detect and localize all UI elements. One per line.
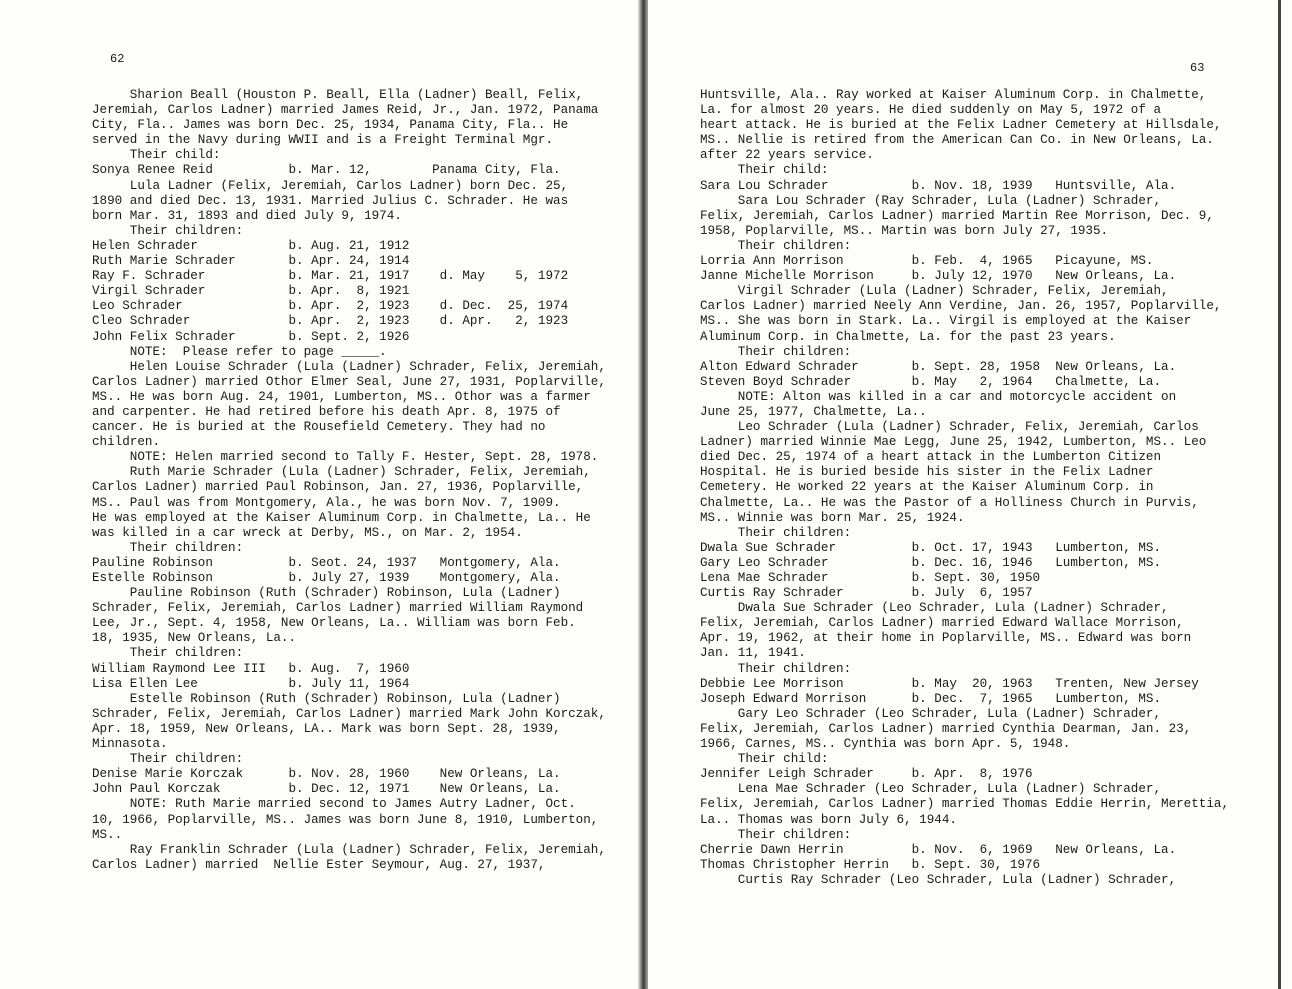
text-line: Gary Leo Schrader b. Dec. 16, 1946 Lumberton, MS. xyxy=(700,555,1162,570)
text-line: Lee, Jr., Sept. 4, 1958, New Orleans, La.. William was born Feb. xyxy=(92,616,576,631)
text-line: Denise Marie Korczak b. Nov. 28, 1960 New Orleans, La. xyxy=(92,767,561,782)
text-line: died Dec. 25, 1974 of a heart attack in the Lumberton Citizen xyxy=(700,450,1162,465)
text-line: Sara Lou Schrader b. Nov. 18, 1939 Huntsville, Ala. xyxy=(700,178,1177,193)
text-line: Jeremiah, Carlos Ladner) married James Reid, Jr., Jan. 1972, Panama xyxy=(92,103,599,118)
text-line: Janne Michelle Morrison b. July 12, 1970 New Orleans, La. xyxy=(700,269,1177,284)
text-line: Ladner) married Winnie Mae Legg, June 25, 1942, Lumberton, MS.. Leo xyxy=(700,435,1207,450)
text-line: Pauline Robinson b. Seot. 24, 1937 Montgomery, Ala. xyxy=(92,555,561,570)
text-line: Jennifer Leigh Schrader b. Apr. 8, 1976 xyxy=(700,767,1033,782)
text-line: MS.. He was born Aug. 24, 1901, Lumberton, MS.. Othor was a farmer xyxy=(92,389,591,404)
text-line: Cemetery. He worked 22 years at the Kaiser Aluminum Corp. in xyxy=(700,480,1154,495)
text-line: Cherrie Dawn Herrin b. Nov. 6, 1969 New Orleans, La. xyxy=(700,842,1177,857)
right-page xyxy=(648,0,1292,989)
text-line: NOTE: Helen married second to Tally F. Hester, Sept. 28, 1978. xyxy=(92,450,599,465)
left-page xyxy=(0,0,640,989)
text-line: John Felix Schrader b. Sept. 2, 1926 xyxy=(92,329,410,344)
text-line: Ruth Marie Schrader b. Apr. 24, 1914 xyxy=(92,254,410,269)
text-line: born Mar. 31, 1893 and died July 9, 1974. xyxy=(92,208,402,223)
text-line: Lorria Ann Morrison b. Feb. 4, 1965 Picayune, MS. xyxy=(700,254,1154,269)
text-line: Lula Ladner (Felix, Jeremiah, Carlos Ladner) born Dec. 25, xyxy=(92,178,569,193)
text-line: Ruth Marie Schrader (Lula (Ladner) Schrader, Felix, Jeremiah, xyxy=(92,465,591,480)
text-line: Felix, Jeremiah, Carlos Ladner) married Edward Wallace Morrison, xyxy=(700,616,1184,631)
text-line: Their children: xyxy=(700,238,852,253)
text-line: La.. Thomas was born July 6, 1944. xyxy=(700,812,957,827)
text-line: June 25, 1977, Chalmette, La.. xyxy=(700,404,927,419)
text-line: MS.. xyxy=(92,827,123,842)
text-line: Their child: xyxy=(92,148,221,163)
page-edge xyxy=(1278,0,1281,989)
text-line: Felix, Jeremiah, Carlos Ladner) married Martin Ree Morrison, Dec. 9, xyxy=(700,208,1214,223)
text-line: cancer. He is buried at the Rousefield Cemetery. They had no xyxy=(92,420,546,435)
text-line: 18, 1935, New Orleans, La.. xyxy=(92,631,297,646)
text-line: Lena Mae Schrader b. Sept. 30, 1950 xyxy=(700,571,1041,585)
text-line: Minnasota. xyxy=(92,737,168,752)
text-line: Schrader, Felix, Jeremiah, Carlos Ladner) married Mark John Korczak, xyxy=(92,706,606,721)
text-line: Dwala Sue Schrader b. Oct. 17, 1943 Lumberton, MS. xyxy=(700,540,1162,555)
text-line: Estelle Robinson b. July 27, 1939 Montgomery, Ala. xyxy=(92,571,561,585)
text-line: NOTE: Ruth Marie married second to James Autry Ladner, Oct. xyxy=(92,797,576,812)
text-line: Schrader, Felix, Jeremiah, Carlos Ladner) married William Raymond xyxy=(92,601,584,616)
text-line: served in the Navy during WWII and is a Freight Terminal Mgr. xyxy=(92,133,554,148)
text-line: He was employed at the Kaiser Aluminum Corp. in Chalmette, La.. He xyxy=(92,510,591,525)
text-line: Helen Louise Schrader (Lula (Ladner) Schrader, Felix, Jeremiah, xyxy=(92,359,606,374)
text-line: Debbie Lee Morrison b. May 20, 1963 Trenten, New Jersey xyxy=(700,676,1199,691)
text-line: 1958, Poplarville, MS.. Martin was born July 27, 1935. xyxy=(700,223,1109,238)
text-line: Helen Schrader b. Aug. 21, 1912 xyxy=(92,238,410,253)
text-line: Carlos Ladner) married Nellie Ester Seymour, Aug. 27, 1937, xyxy=(92,857,546,872)
text-line: Felix, Jeremiah, Carlos Ladner) married Thomas Eddie Herrin, Merettia, xyxy=(700,797,1230,812)
text-line: Sara Lou Schrader (Ray Schrader, Lula (Ladner) Schrader, xyxy=(700,193,1162,208)
text-line: City, Fla.. James was born Dec. 25, 1934, Panama City, Fla.. He xyxy=(92,118,569,133)
right-page-text xyxy=(700,88,1229,888)
text-line: MS.. She was born in Stark. La.. Virgil is employed at the Kaiser xyxy=(700,314,1192,329)
text-line: Apr. 19, 1962, at their home in Poplarville, MS.. Edward was born xyxy=(700,631,1192,646)
text-line: Aluminum Corp. in Chalmette, La. for the past 23 years. xyxy=(700,329,1116,344)
text-line: Dwala Sue Schrader (Leo Schrader, Lula (Ladner) Schrader, xyxy=(700,601,1169,616)
text-line: Carlos Ladner) married Neely Ann Verdine, Jan. 26, 1957, Poplarville, xyxy=(700,299,1222,314)
text-line: MS.. Paul was from Montgomery, Ala., he was born Nov. 7, 1909. xyxy=(92,495,561,510)
text-line: Virgil Schrader (Lula (Ladner) Schrader, Felix, Jeremiah, xyxy=(700,284,1169,299)
text-line: Leo Schrader (Lula (Ladner) Schrader, Felix, Jeremiah, Carlos xyxy=(700,420,1199,435)
text-line: Estelle Robinson (Ruth (Schrader) Robinson, Lula (Ladner) xyxy=(92,691,561,706)
page-number: 63 xyxy=(1190,61,1205,75)
text-line: Ray Franklin Schrader (Lula (Ladner) Schrader, Felix, Jeremiah, xyxy=(92,842,606,857)
text-line: Their child: xyxy=(700,752,829,767)
text-line: Apr. 18, 1959, New Orleans, LA.. Mark was born Sept. 28, 1939, xyxy=(92,721,561,736)
text-line: Their child: xyxy=(700,163,829,178)
text-line: Lena Mae Schrader (Leo Schrader, Lula (Ladner) Schrader, xyxy=(700,782,1162,797)
text-line: was killed in a car wreck at Derby, MS., on Mar. 2, 1954. xyxy=(92,525,523,540)
text-line: NOTE: Alton was killed in a car and motorcycle accident on xyxy=(700,389,1177,404)
text-line: Ray F. Schrader b. Mar. 21, 1917 d. May 5, 1972 xyxy=(92,269,569,284)
text-line: Jan. 11, 1941. xyxy=(700,646,806,661)
text-line: 10, 1966, Poplarville, MS.. James was born June 8, 1910, Lumberton, xyxy=(92,812,599,827)
text-line: Their children: xyxy=(92,540,244,555)
text-line: Their children: xyxy=(700,525,852,540)
left-page-text xyxy=(92,88,606,873)
text-line: Huntsville, Ala.. Ray worked at Kaiser Aluminum Corp. in Chalmette, xyxy=(700,88,1207,102)
text-line: 1966, Carnes, MS.. Cynthia was born Apr. 5, 1948. xyxy=(700,737,1071,752)
text-line: Their children: xyxy=(92,752,244,767)
text-line: John Paul Korczak b. Dec. 12, 1971 New Orleans, La. xyxy=(92,782,561,797)
text-line: Carlos Ladner) married Othor Elmer Seal, June 27, 1931, Poplarville, xyxy=(92,374,606,389)
text-line: Chalmette, La.. He was the Pastor of a Holliness Church in Purvis, xyxy=(700,495,1199,510)
text-line: Joseph Edward Morrison b. Dec. 7, 1965 Lumberton, MS. xyxy=(700,691,1162,706)
text-line: NOTE: Please refer to page _____. xyxy=(92,344,387,359)
text-line: Their children: xyxy=(700,827,852,842)
text-line: heart attack. He is buried at the Felix Ladner Cemetery at Hillsdale, xyxy=(700,118,1222,133)
text-line: Felix, Jeremiah, Carlos Ladner) married Cynthia Dearman, Jan. 23, xyxy=(700,721,1192,736)
text-line: Virgil Schrader b. Apr. 8, 1921 xyxy=(92,284,410,299)
text-line: 1890 and died Dec. 13, 1931. Married Julius C. Schrader. He was xyxy=(92,193,569,208)
text-line: Their children: xyxy=(700,661,852,676)
text-line: Cleo Schrader b. Apr. 2, 1923 d. Apr. 2, 1923 xyxy=(92,314,569,329)
text-line: La. for almost 20 years. He died suddenly on May 5, 1972 of a xyxy=(700,103,1162,118)
text-line: Thomas Christopher Herrin b. Sept. 30, 1976 xyxy=(700,857,1041,872)
text-line: Their children: xyxy=(700,344,852,359)
text-line: Steven Boyd Schrader b. May 2, 1964 Chalmette, La. xyxy=(700,374,1162,389)
text-line: Sharion Beall (Houston P. Beall, Ella (Ladner) Beall, Felix, xyxy=(92,88,584,102)
text-line: Pauline Robinson (Ruth (Schrader) Robinson, Lula (Ladner) xyxy=(92,586,561,601)
text-line: Lisa Ellen Lee b. July 11, 1964 xyxy=(92,676,410,691)
page-number: 62 xyxy=(110,52,125,66)
text-line: after 22 years service. xyxy=(700,148,874,163)
text-line: MS.. Nellie is retired from the American Can Co. in New Orleans, La. xyxy=(700,133,1214,148)
text-line: Alton Edward Schrader b. Sept. 28, 1958 New Orleans, La. xyxy=(700,359,1177,374)
text-line: children. xyxy=(92,435,161,450)
text-line: William Raymond Lee III b. Aug. 7, 1960 xyxy=(92,661,410,676)
text-line: Their children: xyxy=(92,223,244,238)
text-line: Leo Schrader b. Apr. 2, 1923 d. Dec. 25, 1974 xyxy=(92,299,569,314)
text-line: Curtis Ray Schrader b. July 6, 1957 xyxy=(700,586,1033,601)
text-line: and carpenter. He had retired before his death Apr. 8, 1975 of xyxy=(92,404,561,419)
text-line: MS.. Winnie was born Mar. 25, 1924. xyxy=(700,510,965,525)
text-line: Carlos Ladner) married Paul Robinson, Jan. 27, 1936, Poplarville, xyxy=(92,480,584,495)
text-line: Curtis Ray Schrader (Leo Schrader, Lula (Ladner) Schrader, xyxy=(700,872,1177,887)
text-line: Gary Leo Schrader (Leo Schrader, Lula (Ladner) Schrader, xyxy=(700,706,1162,721)
text-line: Sonya Renee Reid b. Mar. 12, Panama City, Fla. xyxy=(92,163,561,178)
text-line: Hospital. He is buried beside his sister in the Felix Ladner xyxy=(700,465,1154,480)
text-line: Their children: xyxy=(92,646,244,661)
